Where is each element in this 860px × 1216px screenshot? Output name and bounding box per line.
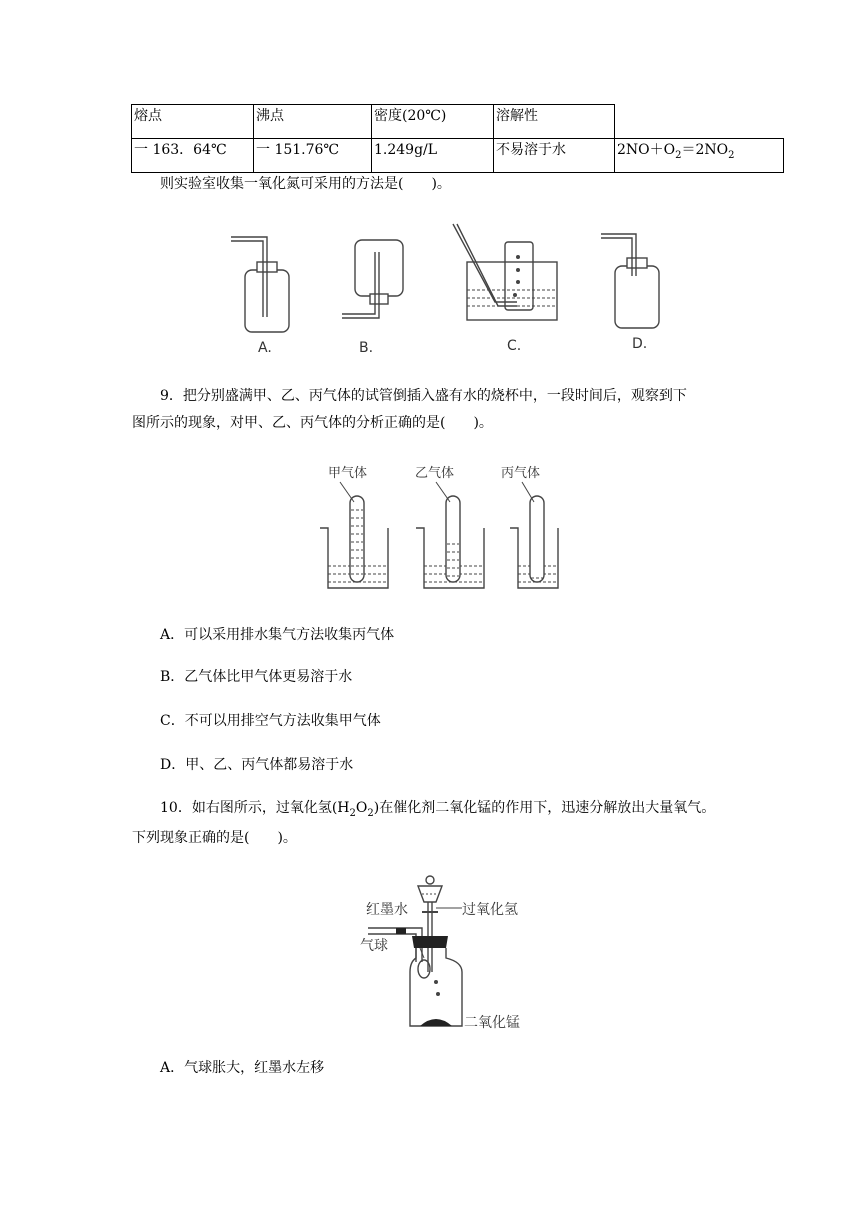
table-header-row — [132, 105, 784, 139]
q9-option-c: C．不可以用排空气方法收集甲气体 — [160, 713, 381, 729]
properties-table — [131, 104, 784, 173]
q9-line1: 9．把分别盛满甲、乙、丙气体的试管倒插入盛有水的烧杯中，一段时间后，观察到下 — [160, 388, 687, 404]
fig10-label-ink: 红墨水 — [366, 902, 408, 918]
beaker-bing — [510, 482, 558, 588]
reaction-bottle — [410, 936, 462, 1026]
cell-boiling-point: 一 151.76℃ — [254, 139, 372, 173]
fig8-label-a: A. — [258, 340, 272, 356]
fig9-label-bing: 丙气体 — [501, 466, 541, 481]
cell-reaction: $2NO+O_2=2NO_2$ — [615, 139, 784, 173]
fig10-label-balloon: 气球 — [360, 938, 388, 954]
q10-line1: 10．如右图所示，过氧化氢$(H_2O_2)$在催化剂二氧化锰的作用下，迅速分解放出大量氧气。 — [160, 800, 716, 819]
apparatus-a — [231, 237, 289, 332]
q10-option-a: A．气球胀大，红墨水左移 — [160, 1060, 325, 1076]
beaker-jia — [320, 482, 388, 588]
header-melting-point: 熔点 — [132, 105, 254, 139]
fig9-label-yi: 乙气体 — [415, 466, 455, 481]
cell-melting-point: 一 163．64℃ — [132, 139, 254, 173]
fig10-label-mno2: 二氧化锰 — [464, 1015, 520, 1031]
header-boiling-point: 沸点 — [254, 105, 372, 139]
fig8-label-d: D. — [632, 336, 648, 352]
q9-beakers-figure — [318, 478, 568, 593]
table-data-row — [132, 139, 784, 173]
q8-question-text: 则实验室收集一氧化氮可采用的方法是( )。 — [160, 176, 451, 192]
apparatus-d — [601, 234, 659, 328]
beaker-yi — [416, 482, 484, 588]
fig9-label-jia: 甲气体 — [328, 466, 368, 481]
q9-line2: 图所示的现象，对甲、乙、丙气体的分析正确的是( )。 — [132, 415, 493, 431]
q10-apparatus-figure — [366, 872, 476, 1032]
fig8-label-c: C. — [507, 338, 522, 354]
apparatus-c — [453, 224, 557, 320]
fig8-label-b: B. — [359, 340, 374, 356]
header-solubility: 溶解性 — [494, 105, 615, 139]
apparatus-b — [342, 240, 403, 318]
cell-solubility: 不易溶于水 — [494, 139, 615, 173]
fig10-label-peroxide: 过氧化氢 — [462, 902, 518, 918]
header-empty — [615, 105, 784, 139]
separatory-funnel — [418, 876, 462, 982]
q8-apparatus-figure — [225, 222, 675, 332]
q10-line2: 下列现象正确的是( )。 — [132, 830, 297, 846]
q9-option-d: D．甲、乙、丙气体都易溶于水 — [160, 757, 354, 773]
q9-option-b: B．乙气体比甲气体更易溶于水 — [160, 669, 353, 685]
cell-density: 1.249g/L — [372, 139, 494, 173]
q9-option-a: A．可以采用排水集气方法收集丙气体 — [160, 627, 395, 643]
header-density: 密度(20℃) — [372, 105, 494, 139]
